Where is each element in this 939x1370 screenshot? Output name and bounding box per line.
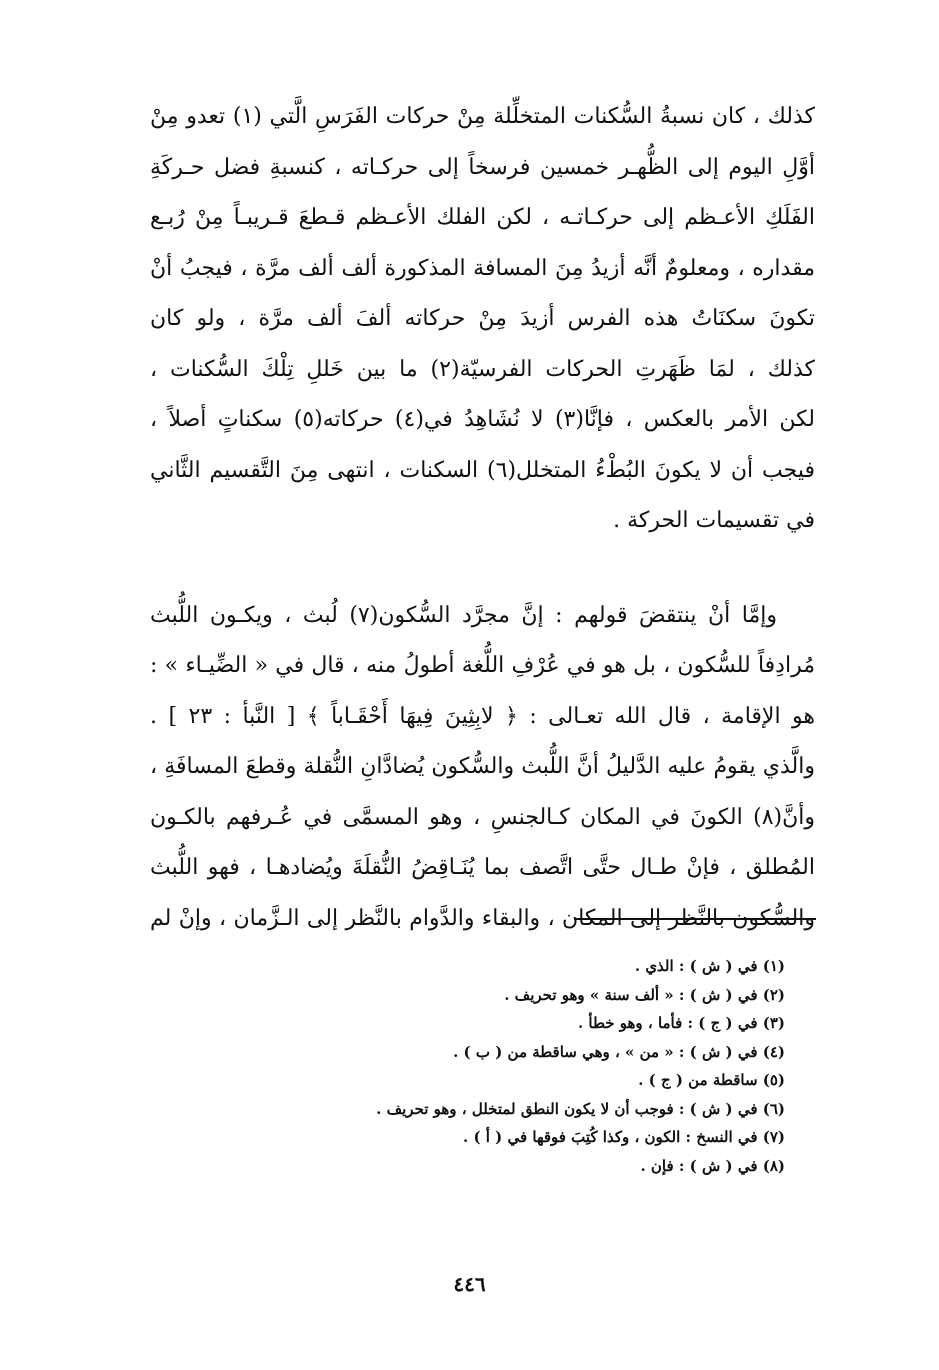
footnotes xyxy=(200,952,785,1180)
text-line: فيجب أن لا يكونَ البُطْءُ المتخلل(٦) السكنات ، انتهى مِنَ التَّقسيم الثَّاني xyxy=(150,457,815,483)
footnote: (٣) في ( ج ) : فأما ، وهو خطأ . xyxy=(577,1014,785,1032)
text-line: لكن الأمر بالعكس ، فإنَّا(٣) لا نُشَاهِدُ في(٤) حركاته(٥) سكناتٍ أصلاً ، xyxy=(150,407,815,432)
paragraph-2 xyxy=(150,591,815,945)
page-number: ٤٤٦ xyxy=(453,1272,486,1296)
text-line: المُطلق ، فإنْ طـال حتَّى اتَّصف بما يُنَـاقِضُ النُّقلَةَ ويُضادهـا ، فهو اللُّبث xyxy=(150,855,815,880)
footnote: (٨) في ( ش ) : فإن . xyxy=(640,1156,785,1175)
main-text xyxy=(150,92,815,944)
footnote: (٧) في النسخ : الكون ، وكذا كُتِبَ فوقها في ( أ ) . xyxy=(463,1128,785,1146)
paragraph-1 xyxy=(150,92,815,547)
paragraph-spacer xyxy=(150,547,815,591)
text-line: مُرادِفاً للسُّكون ، بل هو في عُرْفِ اللُّغة أطولُ منه ، قال في « الضِّيـاء » : xyxy=(150,653,815,678)
text-line: وأنَّ(٨) الكونَ في المكان كـالجنسِ ، وهو المسمَّى في عُـرفهم بالكـون xyxy=(150,804,815,830)
text-line: مقداره ، ومعلومٌ أنَّه أزيدُ مِنَ المسافة المذكورة ألف ألف مرَّة ، فيجبُ أنْ xyxy=(150,255,815,281)
text-line: هو الإقامة ، قال الله تعـالى : ﴿ لابِثِينَ فِيهَا أَحْقَـاباً ﴾ [ النَّبأ : ٢٣ ] . xyxy=(150,703,815,729)
footnote: (١) في ( ش ) : الذي . xyxy=(634,957,785,975)
text-line: والَّذي يقومُ عليه الدَّليلُ أنَّ اللُّبث والسُّكون يُضادَّانِ النُّقلة وقطعَ المسافَةِ ، xyxy=(150,754,815,779)
footnote: (٤) في ( ش ) : « من » ، وهي ساقطة من ( ب ) . xyxy=(453,1042,785,1061)
text-line: أوَّلِ اليوم إلى الظُّهـر خمسين فرسخاً إلى حركـاته ، كنسبةِ فضل حـركَةِ xyxy=(150,154,815,180)
footnote: (٥) ساقطة من ( ج ) . xyxy=(638,1071,785,1089)
footnote: (٦) في ( ش ) : فوجب أن لا يكون النطق لمتخلل ، وهو تحريف . xyxy=(376,1099,785,1118)
text-line: تكونَ سكنَاتُ هذه الفرس أزيدَ مِنْ حركاته ألفَ ألف مرَّة ، ولو كان xyxy=(150,306,815,331)
text-line: والسُّكون بالنَّظر إلى المكان ، والبقاء والدَّوام بالنَّظر إلى الـزَّمان ، وإنْ لم xyxy=(150,905,815,931)
text-line: كذلك ، لمَا ظَهَرتِ الحركات الفرسيّة(٢) ما بين خَللِ تِلْكَ السُّكنات ، xyxy=(150,356,815,382)
text-line: في تقسيمات الحركة . xyxy=(613,508,815,533)
text-line: وإمَّا أنْ ينتقضَ قولهم : إنَّ مجرَّد السُّكون(٧) لُبث ، ويكـون اللُّبث xyxy=(150,602,777,628)
footnote-divider xyxy=(574,918,816,920)
text-line: الفَلَكِ الأعـظم إلى حركـاتـه ، لكن الفلك الأعـظم قـطعَ قـريبـاً مِنْ رُبـع xyxy=(150,205,815,230)
text-line: كذلك ، كان نسبةُ السُّكنات المتخلِّلة مِنْ حركات الفَرَسِ الَّتي (١) تعدو مِنْ xyxy=(150,104,815,129)
footnote: (٢) في ( ش ) : « ألف سنة » وهو تحريف . xyxy=(504,985,785,1004)
